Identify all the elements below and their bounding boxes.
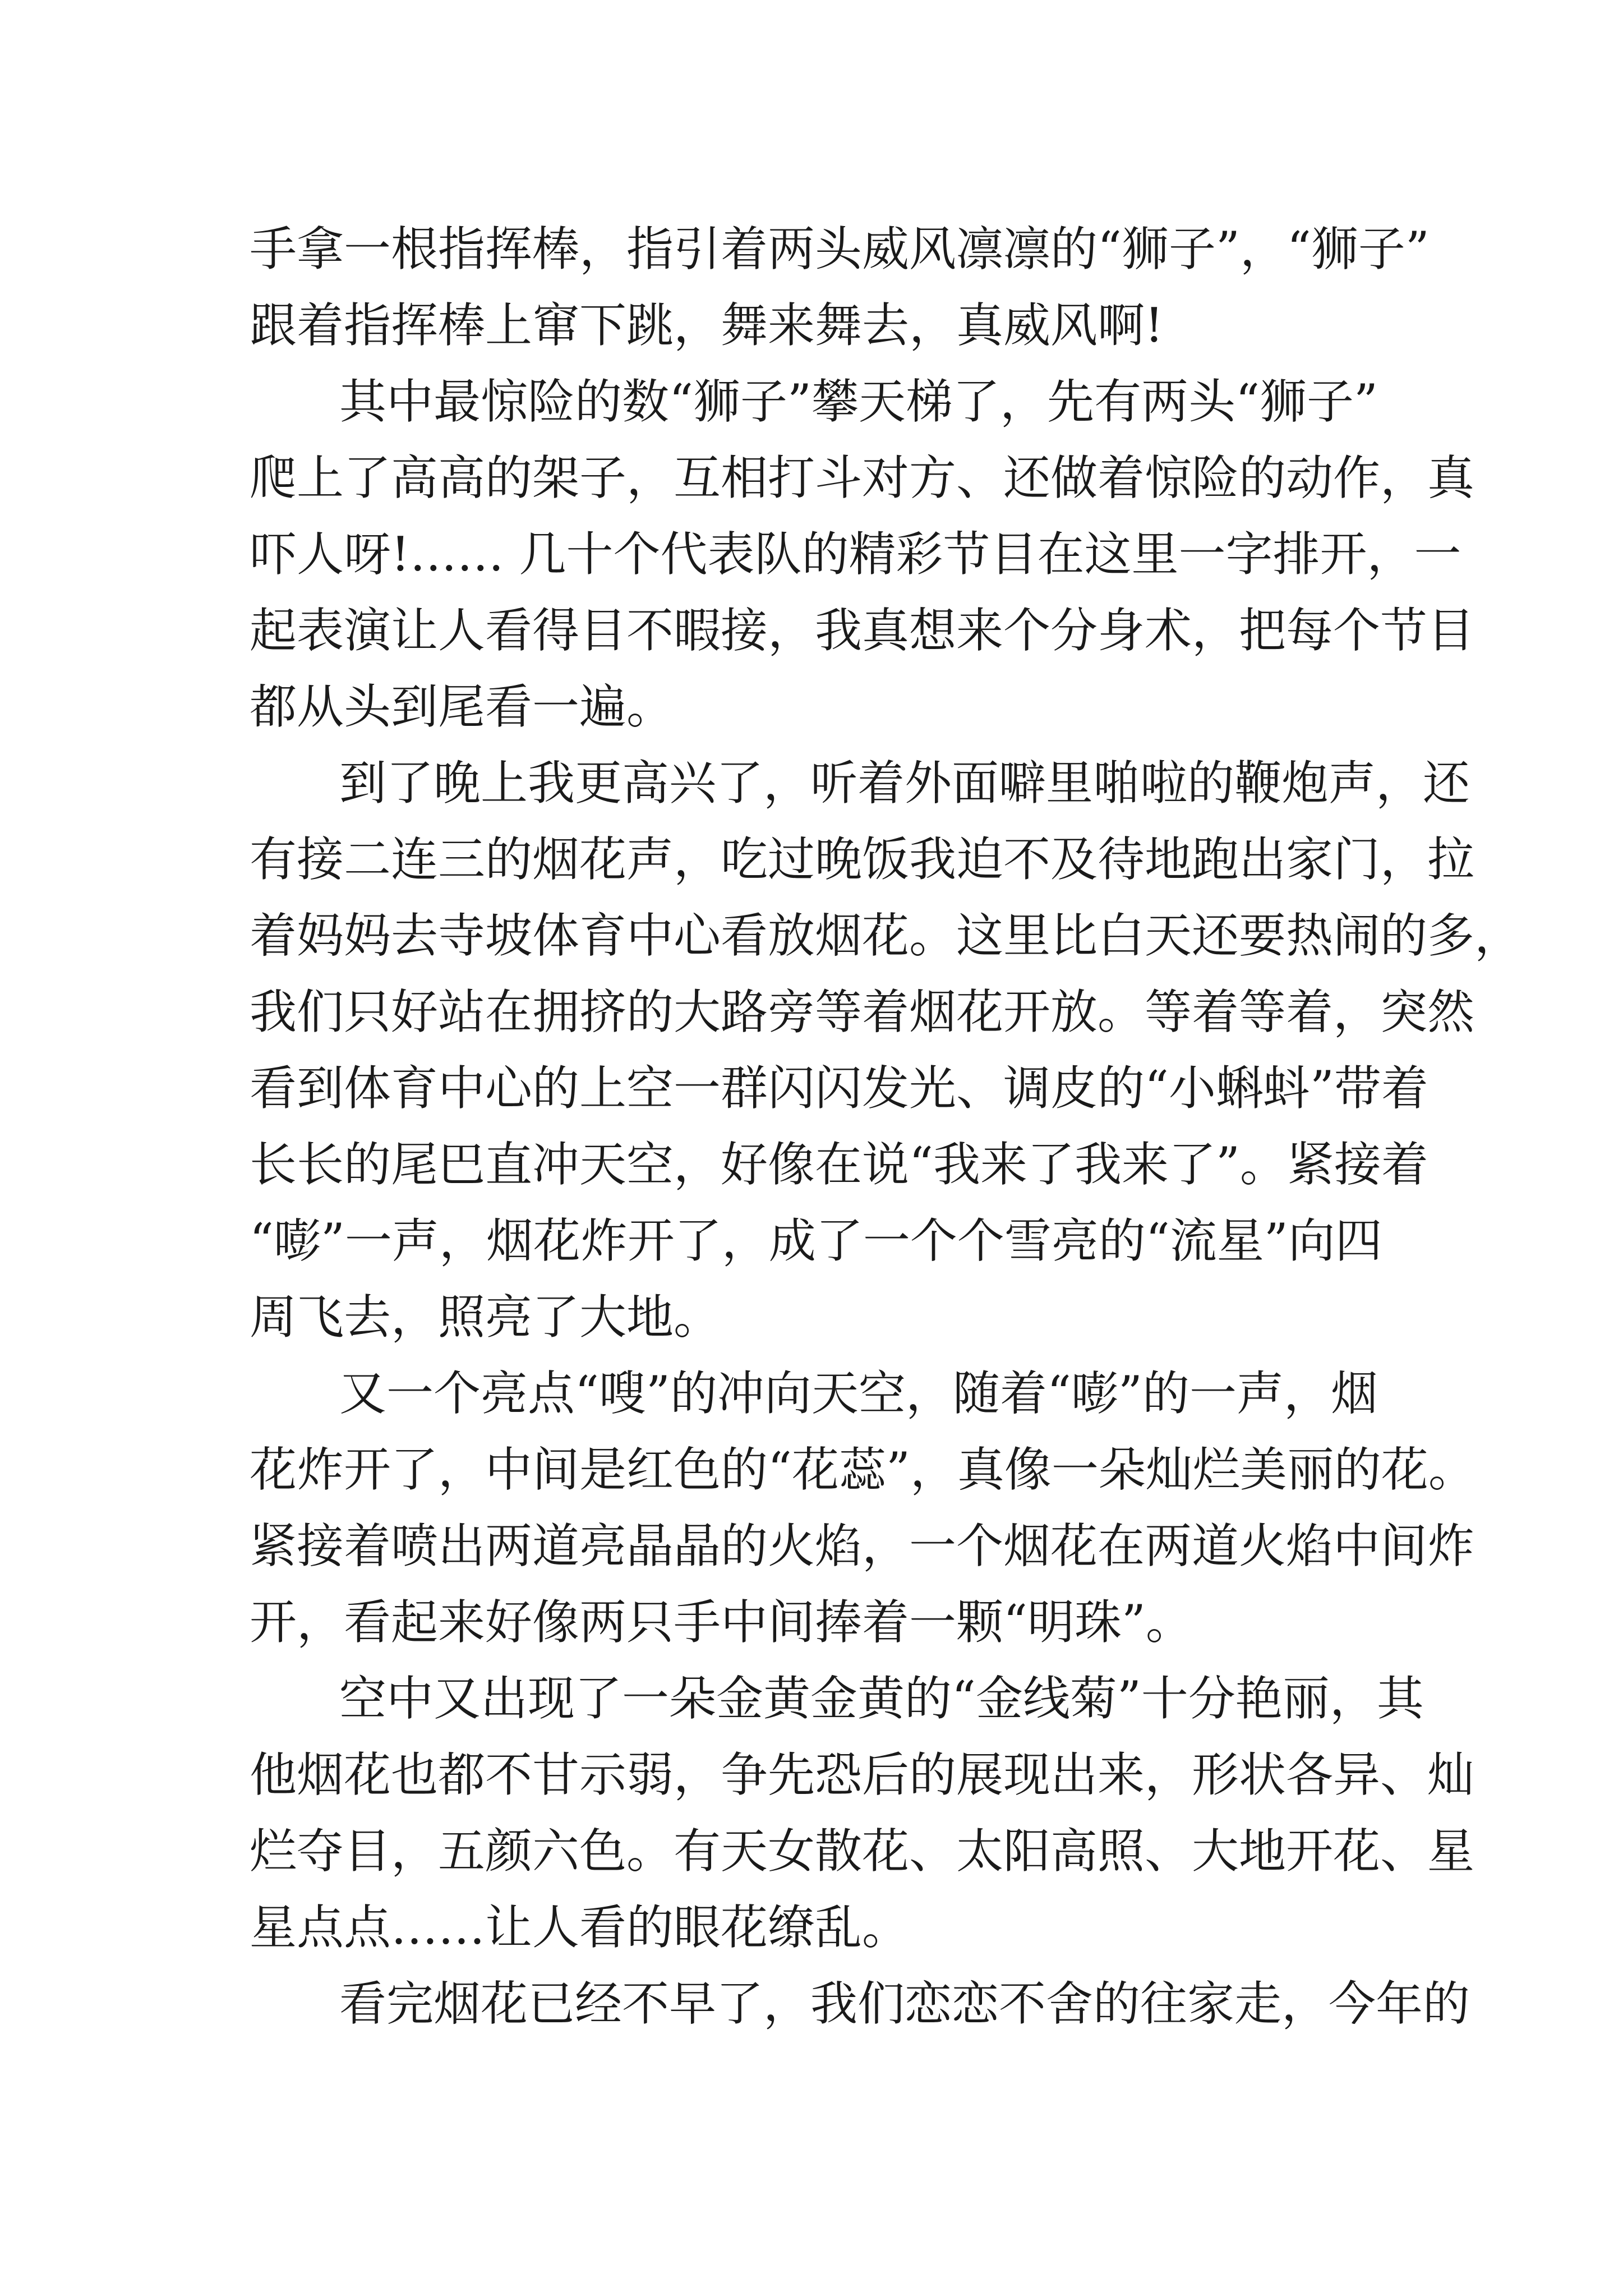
- body-text: [250, 211, 1522, 2042]
- text-line: 我们只好站在拥挤的大路旁等着烟花开放。等着等着，突然: [250, 984, 1475, 1039]
- text-line: 着妈妈去寺坡体育中心看放烟花。这里比白天还要热闹的多，: [250, 908, 1522, 963]
- text-line: 烂夺目，五颜六色。有天女散花、太阳高照、大地开花、星: [250, 1824, 1475, 1879]
- text-line: 到了晚上我更高兴了，听着外面噼里啪啦的鞭炮声，还: [339, 756, 1470, 811]
- text-line: 紧接着喷出两道亮晶晶的火焰，一个烟花在两道火焰中间炸: [250, 1519, 1475, 1573]
- text-line: 吓人呀!…… 几十个代表队的精彩节目在这里一字排开，一: [250, 527, 1461, 582]
- text-line: 花炸开了，中间是红色的“花蕊”，真像一朵灿烂美丽的花。: [250, 1442, 1476, 1497]
- text-line: 手拿一根指挥棒，指引着两头威风凛凛的“狮子”，“狮子”: [250, 222, 1430, 277]
- text-line: 开，看起来好像两只手中间捧着一颗“明珠”。: [250, 1595, 1193, 1650]
- text-line: 都从头到尾看一遍。: [250, 679, 674, 734]
- text-line: 周飞去，照亮了大地。: [250, 1290, 721, 1345]
- text-line: 看到体育中心的上空一群闪闪发光、调皮的“小蝌蚪”带着: [250, 1061, 1428, 1116]
- text-line: 长长的尾巴直冲天空，好像在说“我来了我来了”。紧接着: [250, 1137, 1428, 1192]
- text-line: 又一个亮点“嗖”的冲向天空，随着“嘭”的一声，烟: [339, 1366, 1378, 1421]
- text-line: 有接二连三的烟花声，吃过晚饭我迫不及待地跑出家门，拉: [250, 832, 1475, 887]
- text-line: 看完烟花已经不早了，我们恋恋不舍的往家走，今年的: [339, 1976, 1470, 2031]
- text-line: “嘭”一声，烟花炸开了，成了一个个雪亮的“流星”向四: [250, 1213, 1382, 1268]
- text-line: 跟着指挥棒上窜下跳，舞来舞去，真威风啊!: [250, 298, 1164, 353]
- text-line: 爬上了高高的架子，互相打斗对方、还做着惊险的动作，真: [250, 450, 1475, 505]
- text-line: 星点点……让人看的眼花缭乱。: [250, 1900, 910, 1955]
- text-line: 他烟花也都不甘示弱，争先恐后的展现出来，形状各异、灿: [250, 1747, 1475, 1802]
- text-line: 空中又出现了一朵金黄金黄的“金线菊”十分艳丽，其: [339, 1671, 1424, 1726]
- text-line: 其中最惊险的数“狮子”攀天梯了，先有两头“狮子”: [339, 374, 1378, 429]
- text-line: 起表演让人看得目不暇接，我真想来个分身术，把每个节目: [250, 603, 1475, 658]
